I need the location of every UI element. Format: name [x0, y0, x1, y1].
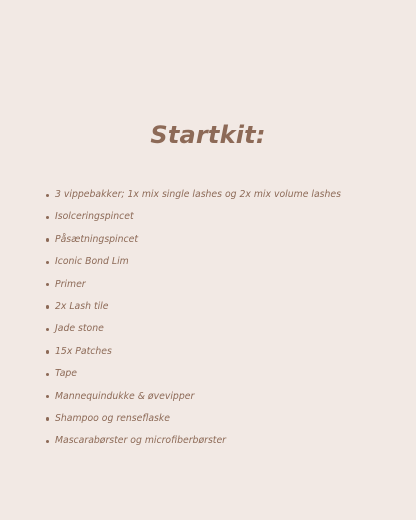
list-item-text: 3 vippebakker; 1x mix single lashes og 2x mix volume lashes [55, 189, 341, 200]
list-item-text: Jade stone [55, 323, 104, 335]
list-item-text: Iconic Bond Lim [55, 256, 129, 268]
bullet-icon [46, 395, 49, 398]
page-title: Startkit: [150, 121, 266, 149]
list-item-text: Påsætningspincet [55, 233, 139, 245]
list-item [46, 341, 341, 363]
list-item [46, 251, 341, 273]
list-item [46, 363, 341, 385]
list-item-text: Isolceringspincet [55, 211, 134, 223]
bullet-icon [46, 194, 49, 197]
list-item [46, 408, 341, 430]
bullet-icon [46, 283, 49, 286]
list-item [46, 206, 341, 228]
startkit-list [46, 184, 341, 453]
list-item-text: 2x Lash tile [55, 300, 109, 312]
list-item-text: Primer [55, 278, 86, 290]
list-item [46, 229, 341, 251]
list-item [46, 318, 341, 340]
list-item-text: Mannequindukke & øvevipper [55, 390, 195, 402]
bullet-icon [46, 328, 49, 331]
bullet-icon [46, 261, 49, 264]
bullet-icon [46, 238, 49, 241]
list-item-text: Shampoo og renseflaske [55, 412, 170, 424]
list-item [46, 386, 341, 408]
list-item-text: Mascarabørster og microfiberbørster [55, 435, 226, 447]
bullet-icon [46, 305, 49, 308]
bullet-icon [46, 216, 49, 219]
list-item [46, 274, 341, 296]
list-item-text: Tape [55, 368, 78, 380]
bullet-icon [46, 373, 49, 376]
list-item [46, 184, 341, 206]
bullet-icon [46, 350, 49, 353]
bullet-icon [46, 440, 49, 443]
list-item-text: 15x Patches [55, 345, 112, 357]
bullet-icon [46, 417, 49, 420]
list-item [46, 296, 341, 318]
list-item [46, 430, 341, 452]
